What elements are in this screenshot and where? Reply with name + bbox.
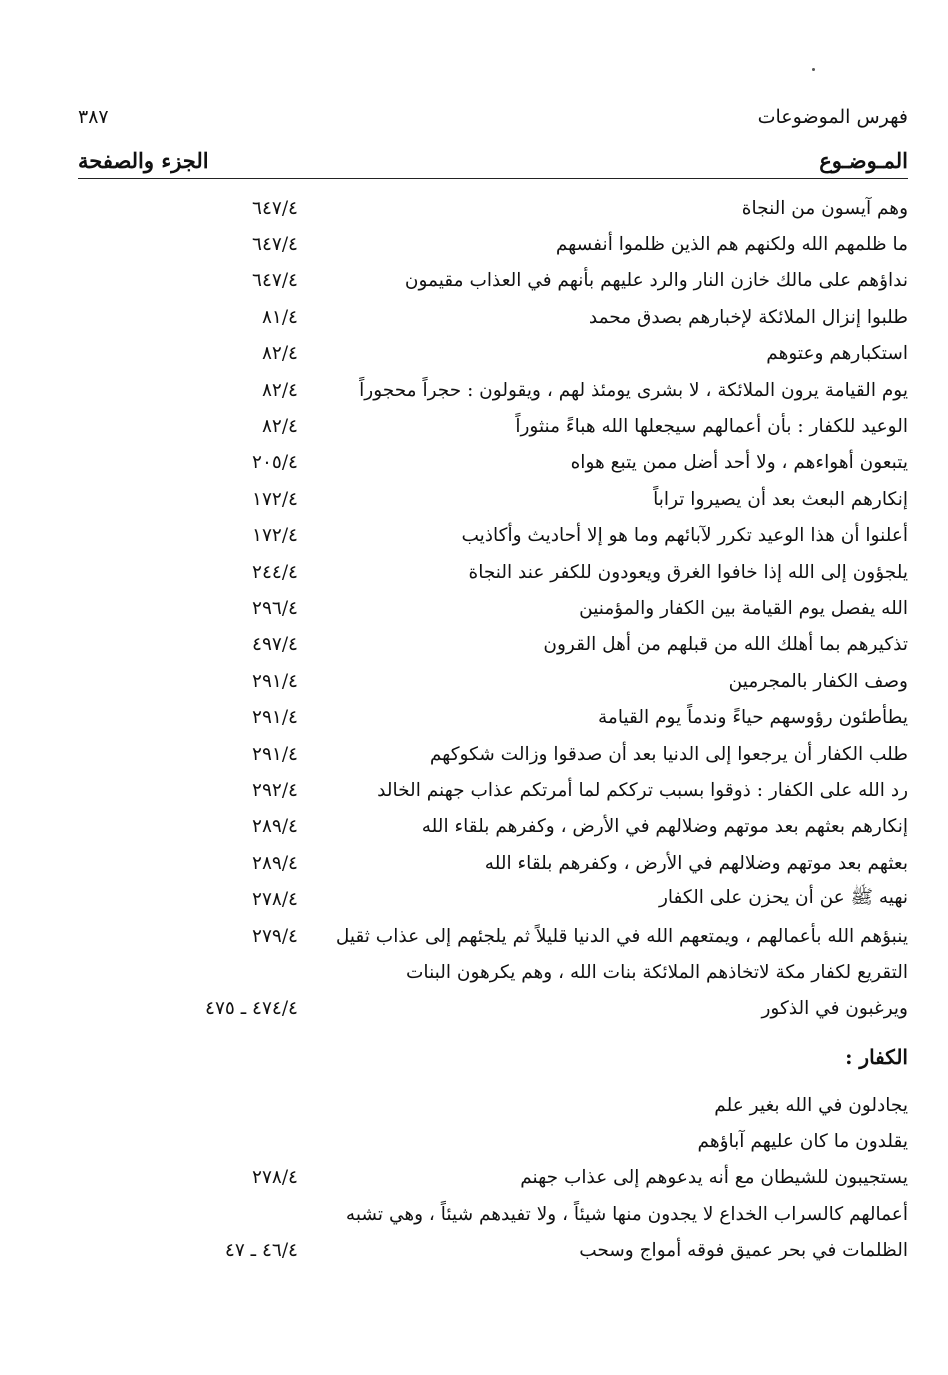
running-head <box>78 100 908 134</box>
entry-reference: ٦٤٧/٤ <box>252 270 298 292</box>
entry-reference: ١٧٢/٤ <box>252 525 298 547</box>
entry-topic: بعثهم بعد موتهم وضلالهم في الأرض ، وكفرهم بلقاء الله <box>484 852 908 874</box>
entry-reference: ٨١/٤ <box>261 306 298 328</box>
entry-topic: رد الله على الكفار : ذوقوا بسبب ترككم لما أمرتكم عذاب جهنم الخالد <box>377 779 908 801</box>
index-entry <box>78 518 908 554</box>
entry-reference: ٢٩٢/٤ <box>252 779 298 801</box>
entry-topic: إنكارهم بعثهم بعد موتهم وضلالهم في الأرض ، وكفرهم بلقاء الله <box>421 816 908 838</box>
index-entry <box>78 1160 908 1196</box>
entry-reference: ٢٠٥/٤ <box>252 452 298 474</box>
entry-topic: الظلمات في بحر عميق فوقه أمواج وسحب <box>579 1240 908 1262</box>
entry-topic: وصف الكفار بالمجرمين <box>728 670 908 692</box>
entry-topic: التقريع لكفار مكة لاتخاذهم الملائكة بنات الله ، وهم يكرهون البنات <box>406 961 908 983</box>
topic-column-header: المـوضـوع <box>819 147 908 173</box>
entry-reference: ٢٧٩/٤ <box>252 925 298 947</box>
index-entry <box>78 699 908 735</box>
index-entry <box>78 299 908 335</box>
entry-topic: أعمالهم كالسراب الخداع لا يجدون منها شيئاً ، ولا تفيدهم شيئاً ، وهي تشبه <box>345 1203 908 1225</box>
entry-reference: ٢٨٩/٤ <box>252 816 298 838</box>
entry-topic: يطأطئون رؤوسهم حياءً وندماً يوم القيامة <box>598 707 908 729</box>
entry-topic: ويرغبون في الذكور <box>761 998 908 1020</box>
running-head-title: فهرس الموضوعات <box>757 106 908 128</box>
column-headers <box>78 145 908 175</box>
entry-reference: ٢٧٨/٤ <box>252 889 298 911</box>
index-entry <box>78 772 908 808</box>
index-entry <box>78 991 908 1027</box>
entry-topic: نداؤهم على مالك خازن النار والرد عليهم بأنهم في العذاب مقيمون <box>404 270 908 292</box>
index-entry <box>78 372 908 408</box>
entry-reference: ٨٢/٤ <box>261 343 298 365</box>
entry-topic: تذكيرهم بما أهلك الله من قبلهم من أهل القرون <box>543 634 908 656</box>
index-entry <box>78 1087 908 1123</box>
index-entry <box>78 190 908 226</box>
entry-reference: ٤٩٧/٤ <box>252 634 298 656</box>
entry-list <box>78 190 908 1027</box>
entry-reference: ٦٤٧/٤ <box>252 197 298 219</box>
entry-reference: ٨٢/٤ <box>261 416 298 438</box>
entry-topic: يجادلون في الله بغير علم <box>714 1094 908 1116</box>
entry-topic: الوعيد للكفار : بأن أعمالهم سيجعلها الله هباءً منثوراً <box>515 416 908 438</box>
index-entry <box>78 881 908 917</box>
entry-reference: ٢٩١/٤ <box>252 670 298 692</box>
index-entry <box>78 954 908 990</box>
index-entry <box>78 845 908 881</box>
entry-topic: يوم القيامة يرون الملائكة ، لا بشرى يومئذ لهم ، ويقولون : حجراً محجوراً <box>359 379 908 401</box>
speck <box>812 68 815 71</box>
index-entry <box>78 481 908 517</box>
entry-reference: ٢٩١/٤ <box>252 707 298 729</box>
index-entry <box>78 554 908 590</box>
section-heading: الكفار : <box>845 1045 908 1069</box>
index-entry <box>78 1233 908 1269</box>
entry-topic: ينبؤهم الله بأعمالهم ، ويمتعهم الله في الدنيا قليلاً ثم يلجئهم إلى عذاب ثقيل <box>335 925 908 947</box>
entry-reference: ٢٨٩/٤ <box>252 852 298 874</box>
entry-topic: يتبعون أهواءهم ، ولا أحد أضل ممن يتبع هواه <box>570 452 908 474</box>
entry-topic: يستجيبون للشيطان مع أنه يدعوهم إلى عذاب جهنم <box>520 1167 908 1189</box>
index-entry <box>78 590 908 626</box>
entry-reference: ٤٧٤/٤ ـ ٤٧٥ <box>205 998 298 1020</box>
index-entry <box>78 1196 908 1232</box>
entry-reference: ٤٦/٤ ـ ٤٧ <box>224 1240 298 1262</box>
entry-reference: ١٧٢/٤ <box>252 488 298 510</box>
entry-topic: إنكارهم البعث بعد أن يصيروا تراباً <box>653 488 908 510</box>
entry-list-second <box>78 1087 908 1269</box>
entry-reference: ٦٤٧/٤ <box>252 234 298 256</box>
entry-topic: أعلنوا أن هذا الوعيد تكرر لآبائهم وما هو إلا أحاديث وأكاذيب <box>461 525 908 547</box>
entry-topic: ما ظلمهم الله ولكنهم هم الذين ظلموا أنفسهم <box>555 234 908 256</box>
entry-topic: طلبوا إنزال الملائكة لإخبارهم بصدق محمد <box>588 306 908 328</box>
entry-topic: يلجؤون إلى الله إذا خافوا الغرق ويعودون للكفر عند النجاة <box>468 561 908 583</box>
entry-reference: ٢٩٦/٤ <box>252 597 298 619</box>
entry-topic: طلب الكفار أن يرجعوا إلى الدنيا بعد أن صدقوا وزالت شكوكهم <box>429 743 908 765</box>
entry-reference: ٢٩١/٤ <box>252 743 298 765</box>
index-entry <box>78 1123 908 1159</box>
page-number: ٣٨٧ <box>78 106 109 128</box>
index-entry <box>78 918 908 954</box>
entry-topic: يقلدون ما كان عليهم آباؤهم <box>697 1131 908 1153</box>
reference-column-header: الجزء والصفحة <box>78 147 209 173</box>
index-entry <box>78 736 908 772</box>
entry-topic: الله يفصل يوم القيامة بين الكفار والمؤمنين <box>579 597 908 619</box>
entry-reference: ٨٢/٤ <box>261 379 298 401</box>
header-rule <box>78 178 908 179</box>
entry-reference: ٢٧٨/٤ <box>252 1167 298 1189</box>
index-entry <box>78 809 908 845</box>
index-entry <box>78 226 908 262</box>
entry-topic: استكبارهم وعتوهم <box>766 343 908 365</box>
entry-reference: ٢٤٤/٤ <box>252 561 298 583</box>
index-entry <box>78 408 908 444</box>
entry-topic: وهم آيسون من النجاة <box>741 197 908 219</box>
index-entry <box>78 263 908 299</box>
entry-topic: نهيه ﷺ عن أن يحزن على الكفار <box>658 886 908 908</box>
index-entry <box>78 627 908 663</box>
index-entry <box>78 336 908 372</box>
index-entry <box>78 663 908 699</box>
index-entry <box>78 445 908 481</box>
